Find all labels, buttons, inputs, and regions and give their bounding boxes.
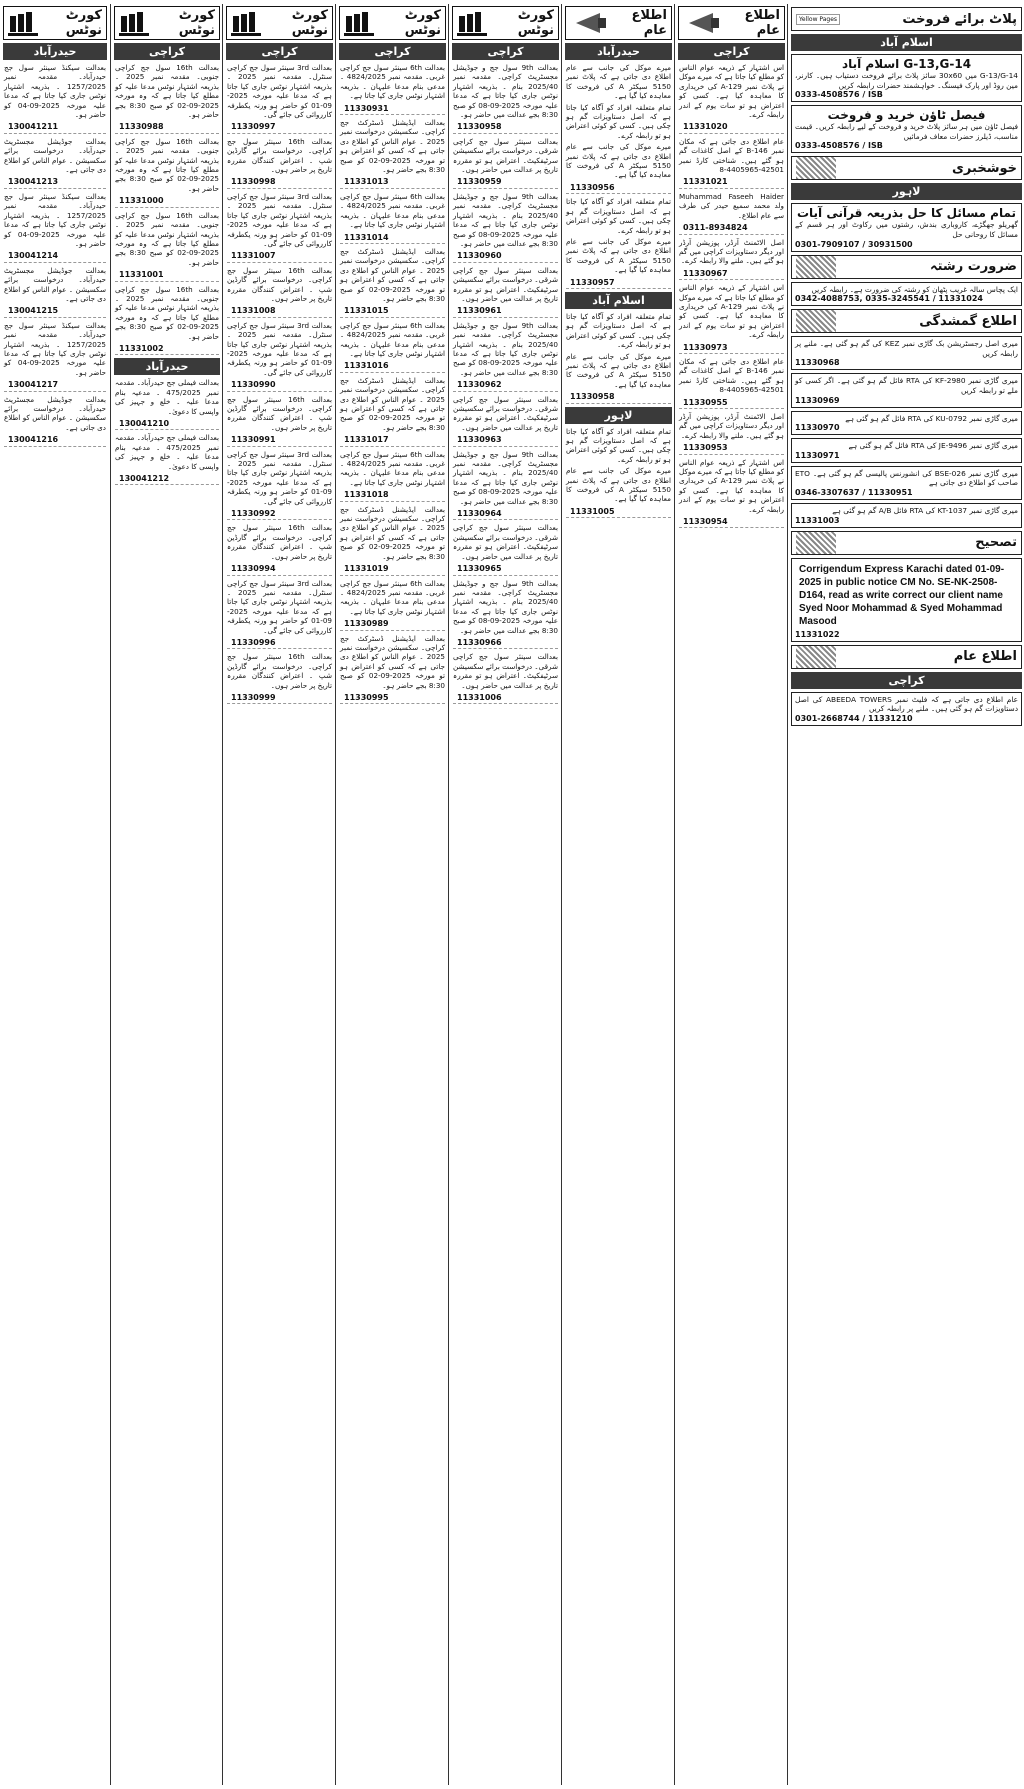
- column-classifieds: [787, 4, 1024, 1785]
- notice-paragraph: بعدالت 3rd سینئر سول جج کراچی سنٹرل۔ مقدمہ نمبر 2025 ۔ بذریعہ اشتہار نوٹس جاری کیا جاتا ہے کہ مدعا علیہ مورخہ 2025-09-01 کو حاضر ہو ورنہ یکطرفہ کارروائی کی جائے گی۔: [227, 578, 332, 635]
- ad-number: 11331007: [227, 250, 332, 262]
- gavel-icon: [457, 10, 491, 36]
- ad-number: 11331020: [679, 121, 784, 133]
- ad-number: 0333-4508576 / ISB: [795, 141, 883, 151]
- gavel-icon: [8, 10, 41, 36]
- ad-number: 11331002: [115, 343, 219, 355]
- notice-paragraph: بعدالت 6th سینئر سول جج کراچی غربی۔ مقدمہ نمبر 4824/2025 ۔ مدعی بنام مدعا علیہان ۔ بذریعہ اشتہار نوٹس جاری کیا جاتا ہے۔: [340, 320, 445, 358]
- classified-ad: [791, 54, 1022, 102]
- ad-number: 11331014: [340, 232, 445, 244]
- megaphone-icon: [683, 10, 721, 36]
- ad-number: 130041217: [4, 379, 106, 391]
- classified-ad: [791, 282, 1022, 307]
- notice-paragraph: میرے موکل کی جانب سے عام اطلاع دی جاتی ہے کہ پلاٹ نمبر 5150 سیکٹر A کی فروخت کا معاہدہ کیا گیا ہے۔: [566, 142, 671, 180]
- ad-number: 0311-8934824: [679, 222, 784, 234]
- ad-text: میری گاڑی نمبر BSE-026 کی انشورنس پالیسی گم ہو گئی ہے۔ ETO صاحب کو اطلاع دی جاتی ہے: [795, 468, 1018, 488]
- ad-number: 130041216: [4, 434, 106, 446]
- yellow-pages-logo: Yellow Pages: [796, 14, 840, 25]
- ad-text: فیصل ٹاؤن میں ہر سائز پلاٹ خرید و فروخت کے لیے رابطہ کریں۔ قیمت مناسب، ڈیلرز حضرات معاف فرمائیں: [795, 122, 1018, 141]
- notice-text: [336, 63, 449, 704]
- notice-paragraph: بعدالت ایڈیشنل ڈسٹرکٹ جج کراچی۔ سکسیشن درخواست نمبر 2025 ۔ عوام الناس کو اطلاع دی جاتی ہے کہ کسی کو اعتراض ہو تو مورخہ 2025-09-02 کو صبح 8:30 بجے حاضر ہو۔: [340, 375, 445, 432]
- city-label: کراچی: [791, 672, 1022, 689]
- clipart-icon: [796, 157, 836, 179]
- ad-number: 11330963: [453, 434, 558, 446]
- notice-paragraph: اصل الاٹمنٹ آرڈر، پوزیشن آرڈر اور دیگر دستاویزات کراچی میں گم ہو گئے ہیں۔ ملنے والا رابطہ کرے۔: [679, 412, 784, 440]
- clipart-icon: [796, 256, 836, 278]
- gavel-icon: [119, 10, 153, 36]
- notice-paragraph: بعدالت سیکنڈ سینئر سول جج حیدرآباد۔ مقدمہ نمبر 1257/2025 ۔ بذریعہ اشتہار نوٹس جاری کیا جاتا ہے کہ مدعا علیہ مورخہ 2025-09-04 کو حاضر ہو۔: [4, 191, 107, 248]
- classified-ad: [791, 411, 1022, 436]
- gavel-icon: [231, 10, 265, 36]
- ad-number: 11330992: [227, 508, 332, 520]
- notice-text: [562, 427, 675, 519]
- ad-number: 0301-7909107 / 30931500: [795, 239, 913, 249]
- notice-paragraph: بعدالت 9th سول جج و جوڈیشل مجسٹریٹ کراچی۔ مقدمہ نمبر 2025/40 بنام ۔ بذریعہ اشتہار نوٹس جاری کیا جاتا ہے کہ مدعا علیہ مورخہ 2025-09-08 کو صبح 8:30 بجے عدالت میں حاضر ہو۔: [453, 320, 558, 377]
- notice-paragraph: اس اشتہار کے ذریعہ عوام الناس کو مطلع کیا جاتا ہے کہ میرے موکل نے پلاٹ نمبر A-129 کی خریداری کا معاہدہ کیا ہے۔ کسی کو اعتراض ہو تو سات یوم کے اندر رابطہ کرے۔: [679, 457, 784, 514]
- ad-number: 130041211: [4, 121, 106, 133]
- notice-paragraph: اس اشتہار کے ذریعہ عوام الناس کو مطلع کیا جاتا ہے کہ میرے موکل نے پلاٹ نمبر A-129 کی خریداری کا معاہدہ کیا ہے۔ کسی کو اعتراض ہو تو سات یوم کے اندر رابطہ کرے۔: [679, 63, 784, 120]
- section-title: اطلاع گمشدگی: [919, 313, 1017, 329]
- notice-paragraph: بعدالت 16th سول جج کراچی جنوبی۔ مقدمہ نمبر 2025 ۔ بذریعہ اشتہار نوٹس مدعا علیہ کو مطلع کیا جاتا ہے کہ وہ مورخہ 2025-09-02 کو صبح 8:30 بجے حاضر ہو۔: [115, 210, 220, 267]
- column-title: کورٹ نوٹس: [65, 8, 102, 38]
- notice-paragraph: بعدالت 16th سول جج کراچی جنوبی۔ مقدمہ نمبر 2025 ۔ بذریعہ اشتہار نوٹس مدعا علیہ کو مطلع کیا جاتا ہے کہ وہ مورخہ 2025-09-02 کو صبح 8:30 بجے حاضر ہو۔: [115, 284, 220, 341]
- ad-number: 11331017: [340, 434, 445, 446]
- ad-number: 11331006: [453, 692, 558, 704]
- column-header: [3, 6, 107, 40]
- section-header: [791, 156, 1022, 180]
- notice-paragraph: میرے موکل کی جانب سے عام اطلاع دی جاتی ہے کہ پلاٹ نمبر 5150 سیکٹر A کی فروخت کا معاہدہ کیا گیا ہے۔: [566, 351, 671, 389]
- classified-ad: [791, 336, 1022, 370]
- classified-ad: [791, 438, 1022, 463]
- megaphone-icon: [570, 10, 608, 36]
- ad-number: 11330969: [795, 395, 840, 405]
- ad-number: 11331021: [679, 176, 784, 188]
- notice-text: [111, 63, 223, 355]
- notice-paragraph: عام اطلاع دی جاتی ہے کہ مکان نمبر B-146 کے اصل کاغذات گم ہو گئے ہیں۔ شناختی کارڈ نمبر 42501-4405965-8: [679, 356, 784, 395]
- notice-paragraph: بعدالت 16th سینئر سول جج کراچی۔ درخواست برائے گارڈین شپ ۔ اعتراض کنندگان مقررہ تاریخ پر حاضر ہوں۔: [227, 136, 333, 175]
- notice-paragraph: بعدالت 16th سینئر سول جج کراچی۔ درخواست برائے گارڈین شپ ۔ اعتراض کنندگان مقررہ تاریخ پر حاضر ہوں۔: [227, 652, 333, 690]
- notice-paragraph: بعدالت 6th سینئر سول جج کراچی غربی۔ مقدمہ نمبر 4824/2025 ۔ مدعی بنام مدعا علیہان ۔ بذریعہ اشتہار نوٹس جاری کیا جاتا ہے۔: [340, 191, 445, 230]
- column-court-notice-karachi-2: [222, 4, 336, 1785]
- notice-paragraph: بعدالت ایڈیشنل ڈسٹرکٹ جج کراچی۔ سکسیشن درخواست نمبر 2025 ۔ عوام الناس کو اطلاع دی جاتی ہے کہ کسی کو اعتراض ہو تو مورخہ 2025-09-02 کو صبح 8:30 بجے حاضر ہو۔: [340, 118, 445, 175]
- column-header: [791, 7, 1022, 31]
- notice-paragraph: بعدالت 16th سول جج کراچی جنوبی۔ مقدمہ نمبر 2025 ۔ بذریعہ اشتہار نوٹس مدعا علیہ کو مطلع کیا جاتا ہے کہ وہ مورخہ 2025-09-02 کو صبح 8:30 بجے حاضر ہو۔: [115, 136, 220, 193]
- ad-number: 0333-4508576 / ISB: [795, 90, 883, 100]
- ad-title: G-13,G-14 اسلام آباد: [841, 57, 972, 71]
- notice-paragraph: Muhammad Faseeh Haider ولد محمد سمیع حیدر کی طرف سے عام اطلاع۔: [679, 191, 784, 220]
- notice-paragraph: بعدالت 3rd سینئر سول جج کراچی سنٹرل۔ مقدمہ نمبر 2025 ۔ بذریعہ اشتہار نوٹس جاری کیا جاتا ہے کہ مدعا علیہ مورخہ 2025-09-01 کو حاضر ہو ورنہ یکطرفہ کارروائی کی جائے گی۔: [227, 191, 332, 248]
- ad-number: 11330956: [566, 182, 671, 194]
- ad-number: 11330961: [453, 305, 558, 317]
- city-label: حیدرآباد: [114, 358, 220, 375]
- notice-paragraph: بعدالت سیکنڈ سینئر سول جج حیدرآباد۔ مقدمہ نمبر 1257/2025 ۔ بذریعہ اشتہار نوٹس جاری کیا جاتا ہے کہ مدعا علیہ مورخہ 2025-09-04 کو حاضر ہو۔: [4, 63, 107, 120]
- ad-number: 11331015: [340, 305, 445, 317]
- ad-number: 11330988: [115, 121, 219, 133]
- section-header: [791, 309, 1022, 333]
- column-public-notice-karachi: [674, 4, 788, 1785]
- ad-number: 11330973: [679, 342, 784, 354]
- ad-number: 0342-4088753, 0335-3245541 / 11331024: [795, 294, 983, 304]
- section-title: تصحیح: [975, 535, 1017, 550]
- ad-number: 11330968: [795, 358, 840, 368]
- classified-ad: [791, 105, 1022, 153]
- notice-paragraph: بعدالت فیملی جج حیدرآباد۔ مقدمہ نمبر 475/2025 ۔ مدعیہ بنام مدعا علیہ ۔ خلع و جہیز کی واپسی کا دعویٰ۔: [115, 378, 219, 416]
- section-title: خوشخبری: [952, 160, 1017, 176]
- classified-ad: [791, 373, 1022, 407]
- notice-paragraph: بعدالت 3rd سینئر سول جج کراچی سنٹرل۔ مقدمہ نمبر 2025 ۔ بذریعہ اشتہار نوٹس جاری کیا جاتا ہے کہ مدعا علیہ مورخہ 2025-09-01 کو حاضر ہو ورنہ یکطرفہ کارروائی کی جائے گی۔: [227, 449, 332, 506]
- notice-paragraph: میرے موکل کی جانب سے عام اطلاع دی جاتی ہے کہ پلاٹ نمبر 5150 سیکٹر A کی فروخت کا معاہدہ کیا گیا ہے۔: [566, 236, 671, 275]
- notice-paragraph: بعدالت ایڈیشنل ڈسٹرکٹ جج کراچی۔ سکسیشن درخواست نمبر 2025 ۔ عوام الناس کو اطلاع دی جاتی ہے کہ کسی کو اعتراض ہو تو مورخہ 2025-09-02 کو صبح 8:30 بجے حاضر ہو۔: [340, 504, 445, 561]
- notice-paragraph: بعدالت جوڈیشل مجسٹریٹ حیدرآباد۔ درخواست برائے سکسیشن ۔ عوام الناس کو اطلاع دی جاتی ہے۔: [4, 136, 106, 175]
- ad-number: 11330971: [795, 450, 840, 460]
- notice-paragraph: تمام متعلقہ افراد کو آگاہ کیا جاتا ہے کہ اصل دستاویزات گم ہو چکی ہیں۔ کسی کو کوئی اعتراض ہو تو رابطہ کرے۔: [566, 197, 671, 235]
- ad-text: ایک پچاس سالہ غریب پٹھان کو رشتہ کی ضرورت ہے۔ رابطہ کریں: [811, 284, 1018, 294]
- ad-text: میری گاڑی نمبر JE-9496 کی RTA فائل گم ہو گئی ہے: [848, 441, 1018, 451]
- ad-text: عام اطلاع دی جاتی ہے کہ فلیٹ نمبر ABEEDA TOWERS کی اصل دستاویزات گم ہو گئی ہیں۔ ملنے پر رابطہ کریں: [795, 694, 1019, 714]
- ad-number: 11331008: [227, 305, 332, 317]
- ad-number: 11330962: [453, 379, 558, 391]
- notice-paragraph: بعدالت 3rd سینئر سول جج کراچی سنٹرل۔ مقدمہ نمبر 2025 ۔ بذریعہ اشتہار نوٹس جاری کیا جاتا ہے کہ مدعا علیہ مورخہ 2025-09-01 کو حاضر ہو ورنہ یکطرفہ کارروائی کی جائے گی۔: [227, 320, 332, 377]
- ad-number: 11330998: [227, 176, 332, 188]
- notice-text: [449, 63, 562, 704]
- ad-text: گھریلو جھگڑے، کاروباری بندش، رشتوں میں رکاوٹ اور ہر قسم کے مسائل کا روحانی حل: [795, 220, 1018, 239]
- notice-paragraph: بعدالت سیکنڈ سینئر سول جج حیدرآباد۔ مقدمہ نمبر 1257/2025 ۔ بذریعہ اشتہار نوٹس جاری کیا جاتا ہے کہ مدعا علیہ مورخہ 2025-09-04 کو حاضر ہو۔: [4, 320, 107, 377]
- ad-number: 11330955: [679, 397, 784, 409]
- column-public-notice-hyderabad: [561, 4, 675, 1785]
- ad-title: تمام مسائل کا حل بذریعہ قرآنی آیات: [796, 206, 1017, 221]
- ad-number: 11330960: [453, 250, 558, 262]
- classified-ad: [791, 692, 1022, 726]
- column-header: [452, 6, 559, 40]
- ad-number: 11330991: [227, 434, 332, 446]
- ad-number: 11331016: [340, 360, 445, 372]
- column-court-notice-karachi-4: [448, 4, 562, 1785]
- notice-paragraph: بعدالت 9th سول جج و جوڈیشل مجسٹریٹ کراچی۔ مقدمہ نمبر 2025/40 بنام ۔ بذریعہ اشتہار نوٹس جاری کیا جاتا ہے کہ مدعا علیہ مورخہ 2025-09-08 کو صبح 8:30 بجے عدالت میں حاضر ہو۔: [453, 578, 558, 635]
- notice-paragraph: بعدالت ایڈیشنل ڈسٹرکٹ جج کراچی۔ سکسیشن درخواست نمبر 2025 ۔ عوام الناس کو اطلاع دی جاتی ہے کہ کسی کو اعتراض ہو تو مورخہ 2025-09-02 کو صبح 8:30 بجے حاضر ہو۔: [340, 246, 445, 303]
- notice-paragraph: بعدالت سینئر سول جج کراچی شرقی۔ درخواست برائے سکسیشن سرٹیفکیٹ۔ اعتراض ہو تو مقررہ تاریخ پر عدالت میں حاضر ہوں۔: [452, 523, 558, 561]
- city-label: کراچی: [226, 43, 333, 60]
- ad-number: 11330959: [453, 176, 558, 188]
- column-header: [565, 6, 672, 40]
- notice-paragraph: میرے موکل کی جانب سے عام اطلاع دی جاتی ہے کہ پلاٹ نمبر 5150 سیکٹر A کی فروخت کا معاہدہ کیا گیا ہے۔: [566, 63, 671, 101]
- city-label: کراچی: [114, 43, 220, 60]
- section-header: [791, 645, 1022, 669]
- column-title: کورٹ نوٹس: [517, 8, 554, 38]
- notice-paragraph: بعدالت سینئر سول جج کراچی شرقی۔ درخواست برائے سکسیشن سرٹیفکیٹ۔ اعتراض ہو تو مقررہ تاریخ پر عدالت میں حاضر ہوں۔: [452, 394, 558, 432]
- city-label: اسلام آباد: [791, 34, 1022, 51]
- notice-paragraph: بعدالت سینئر سول جج کراچی شرقی۔ درخواست برائے سکسیشن سرٹیفکیٹ۔ اعتراض ہو تو مقررہ تاریخ پر عدالت میں حاضر ہوں۔: [452, 265, 558, 303]
- ad-number: 11330957: [566, 277, 671, 289]
- section-title: ضرورت رشتہ: [930, 259, 1017, 275]
- column-header: [678, 6, 785, 40]
- column-title: کورٹ نوٹس: [404, 8, 441, 38]
- column-court-notice-karachi-1: [110, 4, 223, 1785]
- city-label: لاہور: [565, 407, 672, 424]
- ad-number: 11331022: [795, 629, 840, 639]
- ad-number: 11331005: [566, 506, 671, 518]
- classified-ad: [791, 503, 1022, 528]
- notice-paragraph: بعدالت 16th سینئر سول جج کراچی۔ درخواست برائے گارڈین شپ ۔ اعتراض کنندگان مقررہ تاریخ پر حاضر ہوں۔: [227, 265, 333, 303]
- notice-paragraph: بعدالت 16th سینئر سول جج کراچی۔ درخواست برائے گارڈین شپ ۔ اعتراض کنندگان مقررہ تاریخ پر حاضر ہوں۔: [227, 523, 333, 561]
- city-label: لاہور: [791, 183, 1022, 200]
- column-title: اطلاع عام: [631, 8, 667, 38]
- city-label: کراچی: [339, 43, 446, 60]
- notice-text: [562, 312, 675, 404]
- ad-number: 130041213: [4, 176, 106, 188]
- notice-paragraph: بعدالت فیملی جج حیدرآباد۔ مقدمہ نمبر 475/2025 ۔ مدعیہ بنام مدعا علیہ ۔ خلع و جہیز کی واپسی کا دعویٰ۔: [115, 433, 219, 471]
- notice-paragraph: بعدالت جوڈیشل مجسٹریٹ حیدرآباد۔ درخواست برائے سکسیشن ۔ عوام الناس کو اطلاع دی جاتی ہے۔: [4, 394, 106, 432]
- ad-number: 130041214: [4, 250, 106, 262]
- corrigendum-text: Corrigendum Express Karachi dated 01-09-2025 in public notice CM No. SE-NK-2508-D164, read as write correct our client name Syed Noor Mohammad & Syed Mohammad Masood: [799, 563, 1005, 627]
- city-label: حیدرآباد: [565, 43, 672, 60]
- notice-paragraph: بعدالت 6th سینئر سول جج کراچی غربی۔ مقدمہ نمبر 4824/2025 ۔ مدعی بنام مدعا علیہان ۔ بذریعہ اشتہار نوٹس جاری کیا جاتا ہے۔: [340, 449, 445, 487]
- notice-text: [0, 63, 110, 447]
- gavel-icon: [344, 10, 378, 36]
- section-header: [791, 255, 1022, 279]
- corrigendum-ad: [791, 558, 1022, 642]
- notice-paragraph: بعدالت 3rd سینئر سول جج کراچی سنٹرل۔ مقدمہ نمبر 2025 ۔ بذریعہ اشتہار نوٹس جاری کیا جاتا ہے کہ مدعا علیہ مورخہ 2025-09-01 کو حاضر ہو ورنہ یکطرفہ کارروائی کی جائے گی۔: [227, 63, 332, 120]
- column-court-notice-hyderabad: [0, 4, 110, 1785]
- classified-ad: [791, 203, 1022, 251]
- notice-text: [223, 63, 336, 704]
- column-header: [339, 6, 446, 40]
- ad-number: 130041212: [115, 473, 219, 485]
- notice-paragraph: بعدالت 6th سینئر سول جج کراچی غربی۔ مقدمہ نمبر 4824/2025 ۔ مدعی بنام مدعا علیہان ۔ بذریعہ اشتہار نوٹس جاری کیا جاتا ہے۔: [340, 578, 445, 616]
- city-label: حیدرآباد: [3, 43, 107, 60]
- city-label: کراچی: [452, 43, 559, 60]
- notice-paragraph: تمام متعلقہ افراد کو آگاہ کیا جاتا ہے کہ اصل دستاویزات گم ہو چکی ہیں۔ کسی کو کوئی اعتراض ہو تو رابطہ کرے۔: [566, 426, 671, 464]
- city-label: اسلام آباد: [565, 292, 672, 309]
- ad-number: 11330966: [453, 637, 558, 649]
- ad-text: میری گاڑی نمبر KU-0792 کی RTA فائل گم ہو گئی ہے: [845, 413, 1018, 423]
- ad-number: 11330970: [795, 423, 840, 433]
- column-title: کورٹ نوٹس: [178, 8, 215, 38]
- notice-paragraph: بعدالت 16th سینئر سول جج کراچی۔ درخواست برائے گارڈین شپ ۔ اعتراض کنندگان مقررہ تاریخ پر حاضر ہوں۔: [227, 394, 333, 432]
- section-header: [791, 531, 1022, 555]
- ad-number: 11331000: [115, 195, 219, 207]
- ad-number: 11331001: [115, 269, 219, 281]
- ad-number: 11330995: [340, 692, 445, 704]
- ad-number: 11330996: [227, 637, 332, 649]
- ad-number: 11330958: [453, 121, 558, 133]
- ad-number: 11331003: [795, 515, 840, 525]
- ad-number: 11330967: [679, 268, 784, 280]
- notice-paragraph: عام اطلاع دی جاتی ہے کہ مکان نمبر B-146 کے اصل کاغذات گم ہو گئے ہیں۔ شناختی کارڈ نمبر 42501-4405965-8: [679, 136, 784, 175]
- notice-paragraph: اس اشتہار کے ذریعہ عوام الناس کو مطلع کیا جاتا ہے کہ میرے موکل نے پلاٹ نمبر A-129 کی خریداری کا معاہدہ کیا ہے۔ کسی کو اعتراض ہو تو سات یوم کے اندر رابطہ کرے۔: [679, 283, 784, 340]
- notice-paragraph: بعدالت 6th سینئر سول جج کراچی غربی۔ مقدمہ نمبر 4824/2025 ۔ مدعی بنام مدعا علیہان ۔ بذریعہ اشتہار نوٹس جاری کیا جاتا ہے۔: [340, 63, 445, 101]
- notice-paragraph: بعدالت ایڈیشنل ڈسٹرکٹ جج کراچی۔ سکسیشن درخواست نمبر 2025 ۔ عوام الناس کو اطلاع دی جاتی ہے کہ کسی کو اعتراض ہو تو مورخہ 2025-09-02 کو صبح 8:30 بجے حاضر ہو۔: [340, 633, 445, 690]
- ad-number: 11330990: [227, 379, 332, 391]
- column-header: [114, 6, 220, 40]
- ad-text: G-13/G-14 میں 30x60 سائز پلاٹ برائے فروخت دستیاب ہیں۔ کارنر، مین روڈ اور پارک فیسنگ۔ خواہشمند حضرات رابطہ کریں: [795, 71, 1019, 90]
- notice-paragraph: بعدالت جوڈیشل مجسٹریٹ حیدرآباد۔ درخواست برائے سکسیشن ۔ عوام الناس کو اطلاع دی جاتی ہے۔: [4, 265, 106, 303]
- column-title: کورٹ نوٹس: [291, 8, 328, 38]
- notice-paragraph: بعدالت 16th سول جج کراچی جنوبی۔ مقدمہ نمبر 2025 ۔ بذریعہ اشتہار نوٹس مدعا علیہ کو مطلع کیا جاتا ہے کہ وہ مورخہ 2025-09-02 کو صبح 8:30 بجے حاضر ہو۔: [115, 63, 220, 120]
- ad-text: میری گاڑی نمبر KT-1037 کی RTA فائل A/B گم ہو گئی ہے: [832, 505, 1018, 515]
- ad-number: 11330931: [340, 103, 445, 115]
- ad-number: 11330999: [227, 692, 332, 704]
- clipart-icon: [796, 310, 836, 332]
- section-title: اطلاع عام: [953, 649, 1017, 664]
- ad-number: 11331013: [340, 176, 445, 188]
- column-header: [226, 6, 333, 40]
- megaphone-icon: [796, 646, 836, 668]
- ad-text: میری اصل رجسٹریشن بک گاڑی نمبر KEZ کی گم ہو گئی ہے۔ ملنے پر رابطہ کریں: [795, 339, 1018, 358]
- column-court-notice-karachi-3: [335, 4, 449, 1785]
- ad-number: 0301-2668744 / 11331210: [795, 713, 913, 723]
- notice-paragraph: تمام متعلقہ افراد کو آگاہ کیا جاتا ہے کہ اصل دستاویزات گم ہو چکی ہیں۔ کسی کو کوئی اعتراض ہو تو رابطہ کرے۔: [566, 311, 671, 350]
- ad-number: 11330964: [453, 508, 558, 520]
- notice-paragraph: بعدالت 9th سول جج و جوڈیشل مجسٹریٹ کراچی۔ مقدمہ نمبر 2025/40 بنام ۔ بذریعہ اشتہار نوٹس جاری کیا جاتا ہے کہ مدعا علیہ مورخہ 2025-09-08 کو صبح 8:30 بجے عدالت میں حاضر ہو۔: [453, 191, 558, 248]
- ad-text: میری گاڑی نمبر KF-2980 کی RTA فائل گم ہو گئی ہے۔ اگر کسی کو ملے تو رابطہ کریں: [795, 376, 1018, 395]
- clipart-icon: [796, 532, 836, 554]
- ad-number: 130041215: [4, 305, 106, 317]
- notice-paragraph: میرے موکل کی جانب سے عام اطلاع دی جاتی ہے کہ پلاٹ نمبر 5150 سیکٹر A کی فروخت کا معاہدہ کیا گیا ہے۔: [566, 466, 671, 504]
- notice-paragraph: بعدالت سینئر سول جج کراچی شرقی۔ درخواست برائے سکسیشن سرٹیفکیٹ۔ اعتراض ہو تو مقررہ تاریخ پر عدالت میں حاضر ہوں۔: [452, 652, 558, 690]
- city-label: کراچی: [678, 43, 785, 60]
- ad-number: 130041210: [115, 418, 219, 430]
- ad-number: 11331018: [340, 489, 445, 501]
- ad-title: فیصل ٹاؤن خرید و فروخت: [827, 108, 986, 123]
- column-title: اطلاع عام: [744, 8, 780, 38]
- ad-number: 11330989: [340, 618, 445, 630]
- notice-paragraph: بعدالت 9th سول جج و جوڈیشل مجسٹریٹ کراچی۔ مقدمہ نمبر 2025/40 بنام ۔ بذریعہ اشتہار نوٹس جاری کیا جاتا ہے کہ مدعا علیہ مورخہ 2025-09-08 کو صبح 8:30 بجے عدالت میں حاضر ہو۔: [453, 63, 558, 120]
- notice-text: [111, 378, 223, 485]
- notice-paragraph: اصل الاٹمنٹ آرڈر، پوزیشن آرڈر اور دیگر دستاویزات کراچی میں گم ہو گئے ہیں۔ ملنے والا رابطہ کرے۔: [679, 237, 784, 266]
- notice-text: [675, 63, 788, 528]
- classified-ad: [791, 466, 1022, 500]
- ad-number: 11330954: [679, 516, 784, 528]
- ad-number: 11330994: [227, 563, 332, 575]
- notice-paragraph: تمام متعلقہ افراد کو آگاہ کیا جاتا ہے کہ اصل دستاویزات گم ہو چکی ہیں۔ کسی کو کوئی اعتراض ہو تو رابطہ کرے۔: [566, 102, 671, 140]
- ad-number: 11330965: [453, 563, 558, 575]
- column-title: پلاٹ برائے فروخت: [902, 11, 1017, 27]
- notice-paragraph: بعدالت 9th سول جج و جوڈیشل مجسٹریٹ کراچی۔ مقدمہ نمبر 2025/40 بنام ۔ بذریعہ اشتہار نوٹس جاری کیا جاتا ہے کہ مدعا علیہ مورخہ 2025-09-08 کو صبح 8:30 بجے عدالت میں حاضر ہو۔: [453, 449, 558, 506]
- ad-number: 11330953: [679, 442, 784, 454]
- ad-number: 0346-3307637 / 11330951: [795, 487, 913, 497]
- notice-text: [562, 63, 675, 289]
- ad-number: 11330997: [227, 121, 332, 133]
- ad-number: 11331019: [340, 563, 445, 575]
- ad-number: 11330958: [566, 391, 671, 403]
- notice-paragraph: بعدالت سینئر سول جج کراچی شرقی۔ درخواست برائے سکسیشن سرٹیفکیٹ۔ اعتراض ہو تو مقررہ تاریخ پر عدالت میں حاضر ہوں۔: [452, 136, 558, 175]
